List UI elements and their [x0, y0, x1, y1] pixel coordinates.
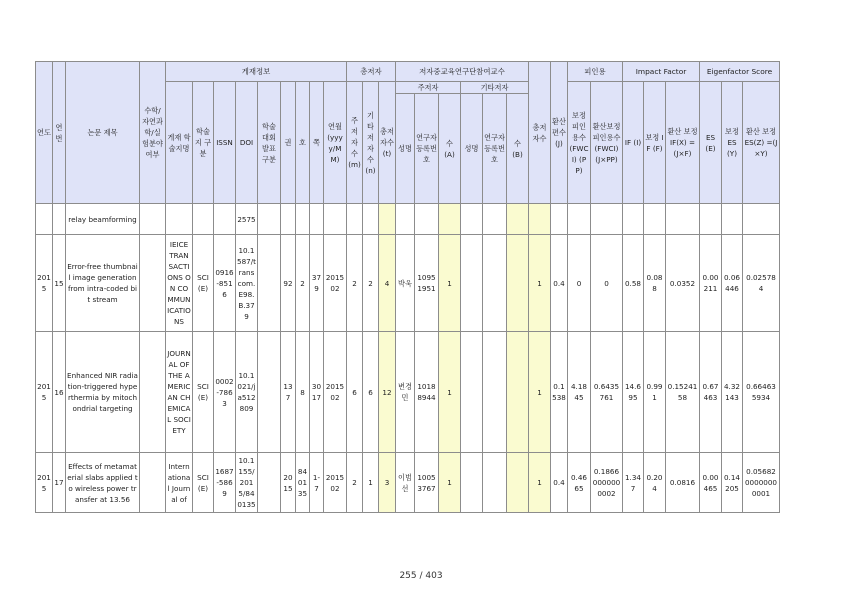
- cell-if-adj: 0.204: [644, 453, 666, 513]
- col-year: 연도: [36, 62, 53, 204]
- cell-doi: 2575: [236, 204, 258, 235]
- cell-fwci: 4.1845: [568, 332, 591, 453]
- cell-regno-primary: 10951951: [415, 235, 439, 332]
- col-count-a: 수 (A): [439, 94, 461, 204]
- cell-es-adj: [722, 204, 743, 235]
- cell-es-conv: 0.025784: [743, 235, 780, 332]
- cell-title: Error-free thumbnail image generation from intra-coded bit stream: [66, 235, 140, 332]
- cell-m: 6: [347, 332, 363, 453]
- cell-conv-score: 0.4: [551, 453, 568, 513]
- cell-t: 4: [379, 235, 396, 332]
- cell-index-type: [258, 235, 281, 332]
- cell-conv-score: [551, 204, 568, 235]
- cell-issue: 8: [296, 332, 310, 453]
- cell-count-b: [507, 204, 529, 235]
- cell-page: [310, 204, 324, 235]
- cell-doi: 10.1021/ja512809: [236, 332, 258, 453]
- col-es-conv: 환산 보정 ES(Z) =(J×Y): [743, 82, 780, 204]
- cell-field: [140, 235, 166, 332]
- cell-if-adj: 0.088: [644, 235, 666, 332]
- cell-title: relay beamforming: [66, 204, 140, 235]
- cell-jtype: SCI(E): [193, 332, 214, 453]
- table-row: [36, 332, 780, 453]
- cell-fwci: 0.4665: [568, 453, 591, 513]
- cell-date: 201502: [324, 235, 347, 332]
- cell-volume: 137: [281, 332, 296, 453]
- cell-if: 1.347: [623, 453, 644, 513]
- cell-journal: JOURNAL OF THE AMERICAN CHEMICAL SOCIETY: [166, 332, 193, 453]
- cell-regno-primary: 10188944: [415, 332, 439, 453]
- cell-seq: 17: [53, 453, 66, 513]
- col-issue: 호: [296, 82, 310, 204]
- col-doi: DOI: [236, 82, 258, 204]
- cell-es-conv: [743, 204, 780, 235]
- cell-year: 2015: [36, 235, 53, 332]
- cell-issue: 840135: [296, 453, 310, 513]
- group-eigen: Eigenfactor Score: [700, 62, 780, 82]
- col-name-primary: 성명: [396, 94, 415, 204]
- cell-fwci-conv: 0.18660000000002: [591, 453, 623, 513]
- cell-conv-score: 0.1538: [551, 332, 568, 453]
- col-pub-date: 연월 (yyyy/MM): [324, 82, 347, 204]
- cell-regno-primary: 10053767: [415, 453, 439, 513]
- cell-name-other: [461, 332, 483, 453]
- cell-count-a: 1: [439, 332, 461, 453]
- cell-date: 201502: [324, 453, 347, 513]
- cell-doi: 10.1587/transcom.E98.B.379: [236, 235, 258, 332]
- group-participant: 저자중교육연구단참여교수: [396, 62, 529, 82]
- cell-seq: 15: [53, 235, 66, 332]
- cell-m: [347, 204, 363, 235]
- cell-fwci-conv: 0.6435761: [591, 332, 623, 453]
- cell-t: [379, 204, 396, 235]
- cell-volume: 92: [281, 235, 296, 332]
- col-total-authors: 총저자수 (t): [379, 82, 396, 204]
- cell-journal: [166, 204, 193, 235]
- group-citation: 피인용: [568, 62, 623, 82]
- cell-n: 1: [363, 453, 379, 513]
- cell-regno-other: [483, 332, 507, 453]
- cell-year: [36, 204, 53, 235]
- cell-volume: [281, 204, 296, 235]
- cell-fwci-conv: 0: [591, 235, 623, 332]
- cell-es: [700, 204, 722, 235]
- group-authors: 총저자: [347, 62, 396, 82]
- col-count-b: 수 (B): [507, 94, 529, 204]
- col-part-total: 총저자수: [529, 62, 551, 204]
- cell-m: 2: [347, 453, 363, 513]
- cell-if-conv: 0.0352: [666, 235, 700, 332]
- cell-doi: 10.1155/2015/840135: [236, 453, 258, 513]
- cell-if: [623, 204, 644, 235]
- paper-table: [35, 61, 780, 513]
- cell-m: 2: [347, 235, 363, 332]
- page-number: 255 / 403: [399, 571, 443, 581]
- cell-index-type: [258, 453, 281, 513]
- table-row: [36, 235, 780, 332]
- cell-index-type: [258, 332, 281, 453]
- cell-n: 2: [363, 235, 379, 332]
- col-name-other: 성명: [461, 94, 483, 204]
- cell-regno-primary: [415, 204, 439, 235]
- col-title: 논문 제목: [66, 62, 140, 204]
- cell-volume: 2015: [281, 453, 296, 513]
- cell-issn: 0916-8516: [214, 235, 236, 332]
- cell-title: Effects of metamaterial slabs applied to wireless power transfer at 13.56: [66, 453, 140, 513]
- cell-part-total: 1: [529, 332, 551, 453]
- cell-es-adj: 0.14205: [722, 453, 743, 513]
- cell-count-a: [439, 204, 461, 235]
- cell-es-conv: 0.0568200000000001: [743, 453, 780, 513]
- cell-n: [363, 204, 379, 235]
- col-conv-score: 환산 편수 (J): [551, 62, 568, 204]
- cell-page: 3017: [310, 332, 324, 453]
- cell-es: 0.67463: [700, 332, 722, 453]
- cell-count-b: [507, 235, 529, 332]
- cell-issue: [296, 204, 310, 235]
- cell-n: 6: [363, 332, 379, 453]
- cell-seq: 16: [53, 332, 66, 453]
- cell-regno-other: [483, 235, 507, 332]
- col-index-type: 학술대회발표 구분: [258, 82, 281, 204]
- col-fwci: 보정피인용수 (FWCI) (PP): [568, 82, 591, 204]
- cell-if-adj: 0.991: [644, 332, 666, 453]
- cell-seq: [53, 204, 66, 235]
- group-primary: 주저자: [396, 82, 461, 94]
- cell-part-total: [529, 204, 551, 235]
- group-other: 기타저자: [461, 82, 529, 94]
- col-other-authors: 기타저자수 (n): [363, 82, 379, 204]
- col-if: IF (I): [623, 82, 644, 204]
- cell-jtype: SCI(E): [193, 453, 214, 513]
- cell-name-other: [461, 453, 483, 513]
- cell-fwci-conv: [591, 204, 623, 235]
- cell-jtype: [193, 204, 214, 235]
- cell-es-adj: 4.32143: [722, 332, 743, 453]
- cell-es: 0.00211: [700, 235, 722, 332]
- cell-name-other: [461, 204, 483, 235]
- cell-journal: International Journal of: [166, 453, 193, 513]
- table-row: [36, 453, 780, 513]
- cell-fwci: 0: [568, 235, 591, 332]
- col-issn: ISSN: [214, 82, 236, 204]
- cell-fwci: [568, 204, 591, 235]
- cell-name-primary: 박욱: [396, 235, 415, 332]
- col-regno-primary: 연구자 등록번호: [415, 94, 439, 204]
- cell-year: 2015: [36, 453, 53, 513]
- cell-date: 201502: [324, 332, 347, 453]
- cell-jtype: SCI(E): [193, 235, 214, 332]
- cell-issue: 2: [296, 235, 310, 332]
- cell-part-total: 1: [529, 235, 551, 332]
- cell-count-b: [507, 453, 529, 513]
- cell-part-total: 1: [529, 453, 551, 513]
- cell-title: Enhanced NIR radiation-triggered hyperthermia by mitochondrial targeting: [66, 332, 140, 453]
- cell-count-b: [507, 332, 529, 453]
- cell-t: 3: [379, 453, 396, 513]
- cell-if-conv: [666, 204, 700, 235]
- col-if-adj: 보정 IF (F): [644, 82, 666, 204]
- col-page: 쪽: [310, 82, 324, 204]
- col-volume: 권: [281, 82, 296, 204]
- col-main-authors: 주저자수 (m): [347, 82, 363, 204]
- cell-es-conv: 0.664635934: [743, 332, 780, 453]
- cell-name-primary: [396, 204, 415, 235]
- cell-if-conv: 0.0816: [666, 453, 700, 513]
- cell-if-conv: 0.1524158: [666, 332, 700, 453]
- cell-field: [140, 332, 166, 453]
- cell-date: [324, 204, 347, 235]
- col-fwci-conv: 환산보정피인용수 (FWCI) (J×PP): [591, 82, 623, 204]
- col-if-conv: 환산 보정 IF(X) = (J×F): [666, 82, 700, 204]
- cell-conv-score: 0.4: [551, 235, 568, 332]
- cell-page: 379: [310, 235, 324, 332]
- col-regno-other: 연구자 등록번호: [483, 94, 507, 204]
- cell-name-other: [461, 235, 483, 332]
- cell-index-type: [258, 204, 281, 235]
- cell-field: [140, 204, 166, 235]
- cell-count-a: 1: [439, 453, 461, 513]
- cell-if: 14.695: [623, 332, 644, 453]
- cell-year: 2015: [36, 332, 53, 453]
- cell-field: [140, 453, 166, 513]
- cell-t: 12: [379, 332, 396, 453]
- col-journal-type: 학술지 구분: [193, 82, 214, 204]
- cell-issn: 0002-7863: [214, 332, 236, 453]
- cell-es-adj: 0.06446: [722, 235, 743, 332]
- cell-regno-other: [483, 204, 507, 235]
- cell-issn: 1687-5869: [214, 453, 236, 513]
- cell-count-a: 1: [439, 235, 461, 332]
- cell-page: 1-7: [310, 453, 324, 513]
- col-es: ES (E): [700, 82, 722, 204]
- col-journal-name: 게재 학술지명: [166, 82, 193, 204]
- col-es-adj: 보정 ES (Y): [722, 82, 743, 204]
- cell-issn: [214, 204, 236, 235]
- cell-name-primary: 변경민: [396, 332, 415, 453]
- group-pub-info: 게재정보: [166, 62, 347, 82]
- cell-regno-other: [483, 453, 507, 513]
- table-row: [36, 204, 780, 235]
- cell-es: 0.00465: [700, 453, 722, 513]
- cell-journal: IEICE TRANSACTIONS ON COMMUNICATIONS: [166, 235, 193, 332]
- col-field: 수학/자연과학/실험분야여부: [140, 62, 166, 204]
- group-impact: Impact Factor: [623, 62, 700, 82]
- col-seq: 연번: [53, 62, 66, 204]
- cell-if: 0.58: [623, 235, 644, 332]
- cell-if-adj: [644, 204, 666, 235]
- cell-name-primary: 이범선: [396, 453, 415, 513]
